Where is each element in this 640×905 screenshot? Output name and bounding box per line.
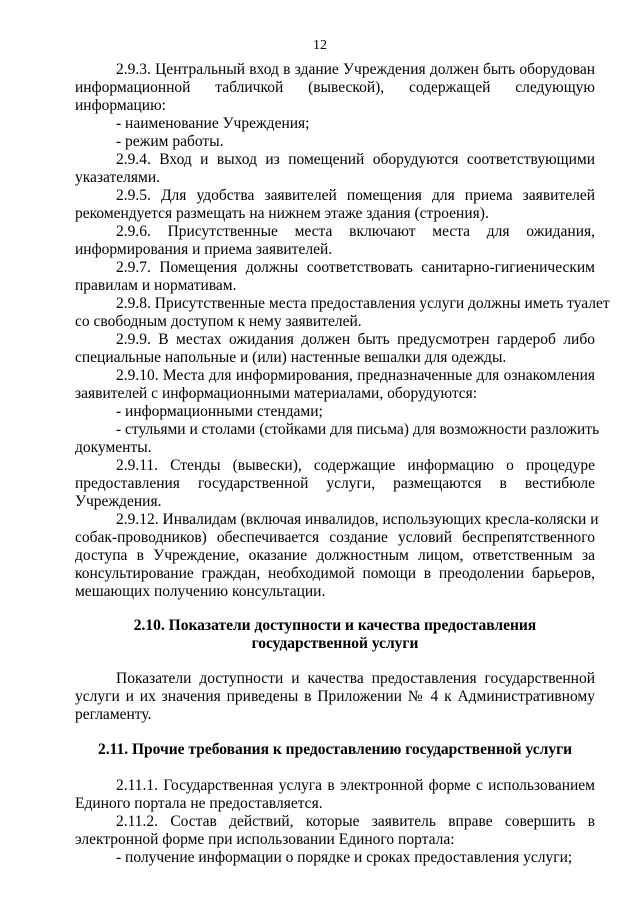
- section-heading-2-10-line-1: 2.10. Показатели доступности и качества предоставления: [133, 617, 537, 634]
- paragraph-2-11-1-line-2: Единого портала не предоставляется.: [75, 795, 323, 812]
- paragraph-2-9-6-line-2: информирования и приема заявителей.: [75, 241, 333, 258]
- paragraph-2-9-4-line-1: 2.9.4. Вход и выход из помещений оборудуются соответствующими: [116, 151, 595, 168]
- paragraph-2-9-10-line-1: 2.9.10. Места для информирования, предназначенные для ознакомления: [116, 367, 595, 384]
- paragraph-2-9-12-line-2: собак-проводников) обеспечивается создание условий беспрепятственного: [75, 529, 595, 546]
- paragraph-2-9-9-line-2: специальные напольные и (или) настенные вешалки для одежды.: [75, 349, 507, 366]
- paragraph-2-9-4-line-2: указателями.: [75, 169, 161, 186]
- paragraph-2-10-line-2: услуги и их значения приведены в Приложении № 4 к Административному: [75, 688, 595, 705]
- list-item-name: - наименование Учреждения;: [116, 115, 310, 132]
- paragraph-2-10-line-1: Показатели доступности и качества предоставления государственной: [116, 670, 595, 687]
- paragraph-2-9-11-line-1: 2.9.11. Стенды (вывески), содержащие информацию о процедуре: [116, 457, 595, 474]
- paragraph-2-9-10-line-2: заявителей с информационными материалами, оборудуются:: [75, 385, 478, 402]
- list-item-schedule: - режим работы.: [116, 133, 224, 150]
- paragraph-2-9-8-line-2: со свободным доступом к нему заявителей.: [75, 313, 362, 330]
- paragraph-2-9-7-line-1: 2.9.7. Помещения должны соответствовать санитарно-гигиеническим: [116, 259, 595, 276]
- paragraph-2-11-1-line-1: 2.11.1. Государственная услуга в электронной форме с использованием: [116, 777, 595, 794]
- paragraph-2-11-2-line-1: 2.11.2. Состав действий, которые заявитель вправе совершить в: [116, 813, 595, 830]
- paragraph-2-10-line-3: регламенту.: [75, 706, 152, 723]
- paragraph-2-9-11-line-3: Учреждения.: [75, 493, 162, 510]
- paragraph-2-9-11-line-2: предоставления государственной услуги, размещаются в вестибюле: [75, 475, 595, 492]
- paragraph-2-9-5-line-1: 2.9.5. Для удобства заявителей помещения для приема заявителей: [116, 187, 595, 204]
- paragraph-2-9-9-line-1: 2.9.9. В местах ожидания должен быть предусмотрен гардероб либо: [116, 331, 595, 348]
- paragraph-2-9-12-line-1: 2.9.12. Инвалидам (включая инвалидов, использующих кресла-коляски и: [116, 511, 599, 528]
- list-item-chairs-line-2: документы.: [75, 439, 152, 456]
- list-item-stands: - информационными стендами;: [116, 403, 323, 420]
- paragraph-2-9-5-line-2: рекомендуется размещать на нижнем этаже здания (строения).: [75, 205, 489, 222]
- paragraph-2-9-12-line-5: мешающих получению консультации.: [75, 583, 326, 600]
- paragraph-2-9-3-line-3: информацию:: [75, 97, 166, 114]
- paragraph-2-9-12-line-4: консультирование граждан, необходимой помощи в преодолении барьеров,: [75, 565, 595, 582]
- paragraph-2-9-3-line-1: 2.9.3. Центральный вход в здание Учреждения должен быть оборудован: [116, 61, 595, 78]
- list-item-info: - получение информации о порядке и сроках предоставления услуги;: [116, 849, 573, 866]
- section-heading-2-11: 2.11. Прочие требования к предоставлению государственной услуги: [97, 741, 573, 758]
- paragraph-2-9-6-line-1: 2.9.6. Присутственные места включают места для ожидания,: [116, 223, 595, 240]
- paragraph-2-9-3-line-2: информационной табличкой (вывеской), содержащей следующую: [75, 79, 595, 96]
- section-heading-2-10-line-2: государственной услуги: [251, 635, 419, 652]
- paragraph-2-11-2-line-2: электронной форме при использовании Единого портала:: [75, 831, 455, 848]
- paragraph-2-9-7-line-2: правилам и нормативам.: [75, 277, 237, 294]
- paragraph-2-9-8-line-1: 2.9.8. Присутственные места предоставления услуги должны иметь туалет: [116, 295, 610, 312]
- paragraph-2-9-12-line-3: доступа в Учреждение, оказание должностным лицом, ответственным за: [75, 547, 595, 564]
- page-number: 12: [313, 38, 327, 53]
- list-item-chairs-line-1: - стульями и столами (стойками для письма) для возможности разложить: [116, 421, 600, 438]
